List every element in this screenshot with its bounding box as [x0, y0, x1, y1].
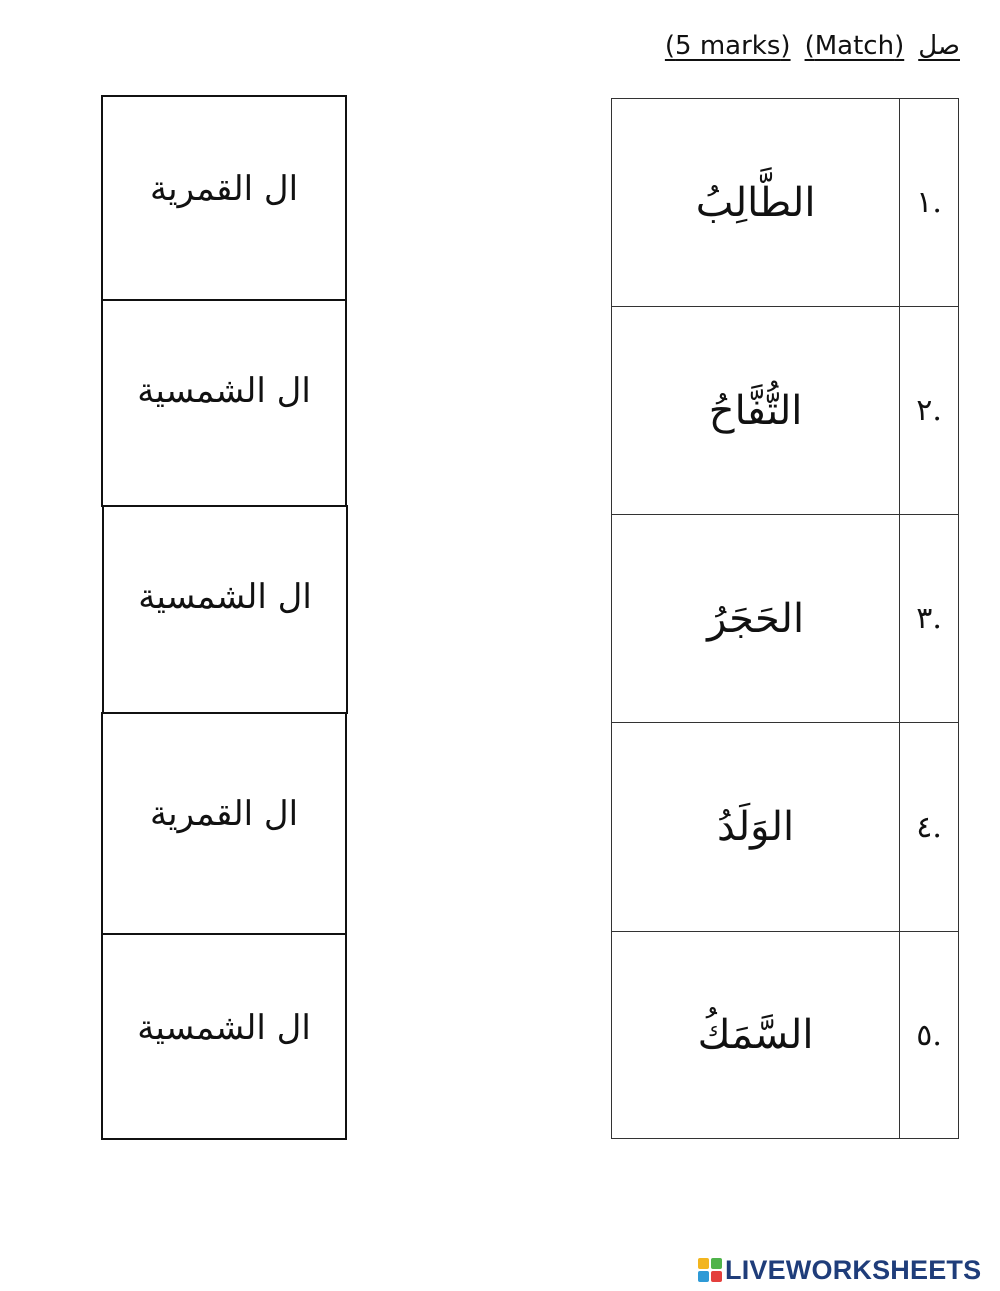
- question-row-5: [612, 932, 959, 1139]
- answer-box-3[interactable]: [102, 505, 348, 714]
- instruction-match: (Match): [804, 31, 905, 61]
- answer-label: ال الشمسية: [137, 371, 311, 411]
- logo-block: [698, 1258, 709, 1269]
- question-row-3: [612, 515, 959, 723]
- watermark-text: LIVEWORKSHEETS: [725, 1254, 982, 1285]
- liveworksheets-logo-icon: [698, 1258, 722, 1282]
- question-word[interactable]: التُّفَّاحُ: [612, 307, 900, 515]
- instruction-arabic: صل: [918, 31, 960, 61]
- logo-block: [698, 1271, 709, 1282]
- question-number: .٣: [900, 515, 959, 723]
- question-table: [611, 98, 959, 1139]
- question-word[interactable]: الوَلَدُ: [612, 723, 900, 932]
- answer-box-2[interactable]: [101, 299, 347, 507]
- answer-label: ال القمرية: [149, 794, 299, 834]
- answer-box-1[interactable]: [101, 95, 347, 301]
- question-row-4: [612, 723, 959, 932]
- question-row-2: [612, 307, 959, 515]
- instruction-heading: [640, 28, 960, 68]
- logo-block: [711, 1258, 722, 1269]
- answer-column: [101, 97, 347, 1140]
- question-word[interactable]: الطَّالِبُ: [612, 99, 900, 307]
- answer-label: ال الشمسية: [138, 577, 312, 617]
- liveworksheets-watermark: [698, 1255, 981, 1285]
- question-number: .٢: [900, 307, 959, 515]
- instruction-marks: (5 marks): [664, 31, 791, 61]
- question-number: .٤: [900, 723, 959, 932]
- logo-block: [711, 1271, 722, 1282]
- question-word[interactable]: الحَجَرُ: [612, 515, 900, 723]
- question-number: .١: [900, 99, 959, 307]
- answer-label: ال الشمسية: [137, 1008, 311, 1048]
- answer-box-4[interactable]: [101, 712, 347, 935]
- question-number: .٥: [900, 932, 959, 1139]
- question-row-1: [612, 99, 959, 307]
- answer-box-5[interactable]: [101, 933, 347, 1140]
- answer-label: ال القمرية: [149, 169, 299, 209]
- question-word[interactable]: السَّمَكُ: [612, 932, 900, 1139]
